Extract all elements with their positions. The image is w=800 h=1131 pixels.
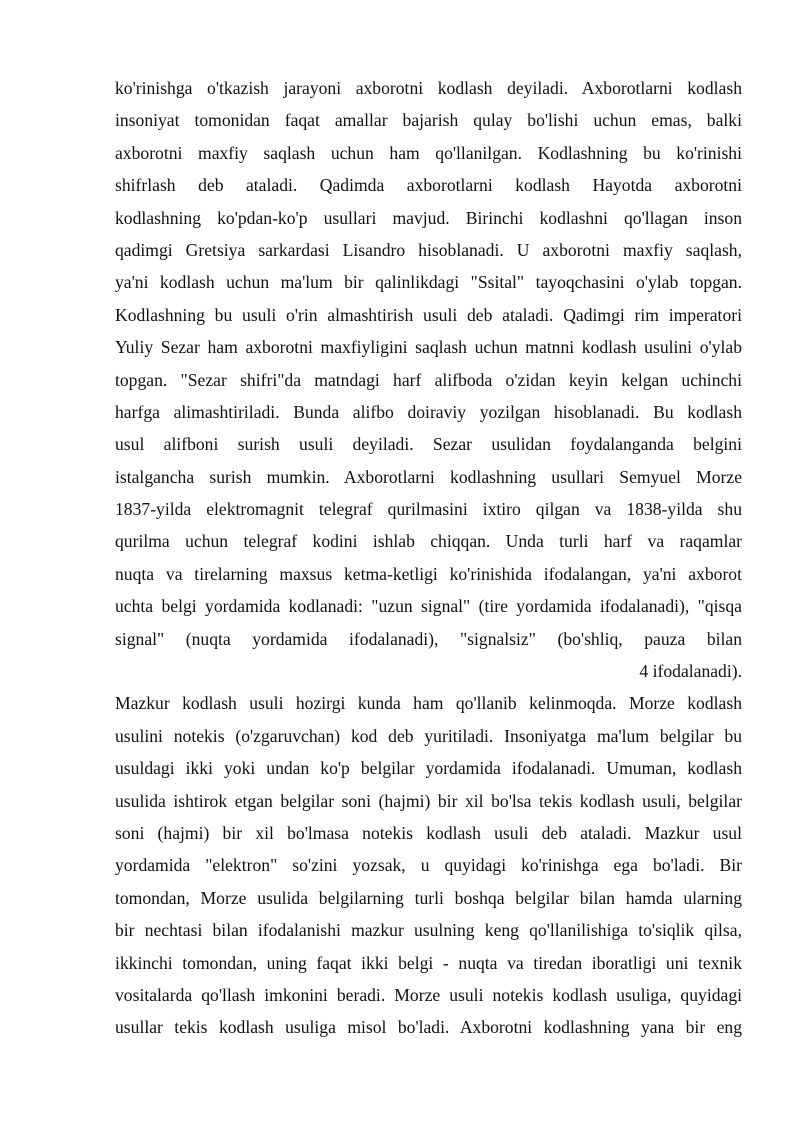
text-line: qadimgi Gretsiya sarkardasi Lisandro hisoblanadi. U axborotni maxfiy saqlash, [115, 239, 742, 260]
text-line: ikkinchi tomondan, uning faqat ikki belgi - nuqta va tiredan iboratligi uni texnik [115, 952, 742, 973]
text-line: usuldagi ikki yoki undan ko'p belgilar yordamida ifodalanadi. Umuman, kodlash [115, 758, 742, 779]
text-line: bir nechtasi bilan ifodalanishi mazkur usulning keng qo'llanilishiga to'siqlik qilsa, [115, 920, 742, 941]
text-line: usullar tekis kodlash usuliga misol bo'ladi. Axborotni kodlashning yana bir eng [115, 1017, 742, 1038]
text-line-right: 4 ifodalanadi). [639, 661, 742, 682]
text-line: uchta belgi yordamida kodlanadi: "uzun signal" (tire yordamida ifodalanadi), "qisqa [115, 596, 742, 617]
text-line: yordamida "elektron" so'zini yozsak, u quyidagi ko'rinishga ega bo'ladi. Bir [115, 855, 742, 876]
text-line: qurilma uchun telegraf kodini ishlab chiqqan. Unda turli harf va raqamlar [115, 531, 742, 552]
text-line: insoniyat tomonidan faqat amallar bajarish qulay bo'lishi uchun emas, balki [115, 110, 742, 131]
text-line: Yuliy Sezar ham axborotni maxfiyligini saqlash uchun matnni kodlash usulini o'ylab [115, 337, 742, 358]
text-line: ya'ni kodlash uchun ma'lum bir qalinlikdagi "Ssital" tayoqchasini o'ylab topgan. [115, 272, 742, 293]
text-line: ko'rinishga o'tkazish jarayoni axborotni kodlash deyiladi. Axborotlarni kodlash [115, 78, 742, 98]
text-line: usul alifboni surish usuli deyiladi. Sezar usulidan foydalanganda belgini [115, 434, 742, 455]
text-line: signal" (nuqta yordamida ifodalanadi), "signalsiz" (bo'shliq, pauza bilan [115, 628, 742, 649]
text-line: 1837-yilda elektromagnit telegraf qurilmasini ixtiro qilgan va 1838-yilda shu [115, 499, 742, 520]
text-line: harfga alimashtiriladi. Bunda alifbo doiraviy yozilgan hisoblanadi. Bu kodlash [115, 401, 742, 422]
text-line: Mazkur kodlash usuli hozirgi kunda ham qo'llanib kelinmoqda. Morze kodlash [115, 693, 742, 714]
text-line: soni (hajmi) bir xil bo'lmasa notekis kodlash usuli deb ataladi. Mazkur usul [115, 822, 742, 843]
text-line: tomondan, Morze usulida belgilarning turli boshqa belgilar bilan hamda ularning [115, 887, 742, 908]
text-line: usulida ishtirok etgan belgilar soni (hajmi) bir xil bo'lsa tekis kodlash usuli, belgilar [115, 790, 742, 811]
text-line: topgan. "Sezar shifri"da matndagi harf alifboda o'zidan keyin kelgan uchinchi [115, 369, 742, 390]
text-line: Kodlashning bu usuli o'rin almashtirish usuli deb ataladi. Qadimgi rim imperatori [115, 304, 742, 325]
text-line: shifrlash deb ataladi. Qadimda axborotlarni kodlash Hayotda axborotni [115, 175, 742, 196]
text-line: usulini notekis (o'zgaruvchan) kod deb yuritiladi. Insoniyatga ma'lum belgilar bu [115, 725, 742, 746]
text-line: istalgancha surish mumkin. Axborotlarni kodlashning usullari Semyuel Morze [115, 466, 742, 487]
text-line: axborotni maxfiy saqlash uchun ham qo'llanilgan. Kodlashning bu ko'rinishi [115, 142, 742, 163]
text-line: nuqta va tirelarning maxsus ketma-ketligi ko'rinishida ifodalangan, ya'ni axborot [115, 563, 742, 584]
document-page [115, 72, 742, 1044]
text-line: vositalarda qo'llash imkonini beradi. Morze usuli notekis kodlash usuliga, quyidagi [115, 984, 742, 1005]
text-line: kodlashning ko'pdan-ko'p usullari mavjud. Birinchi kodlashni qo'llagan inson [115, 207, 742, 228]
